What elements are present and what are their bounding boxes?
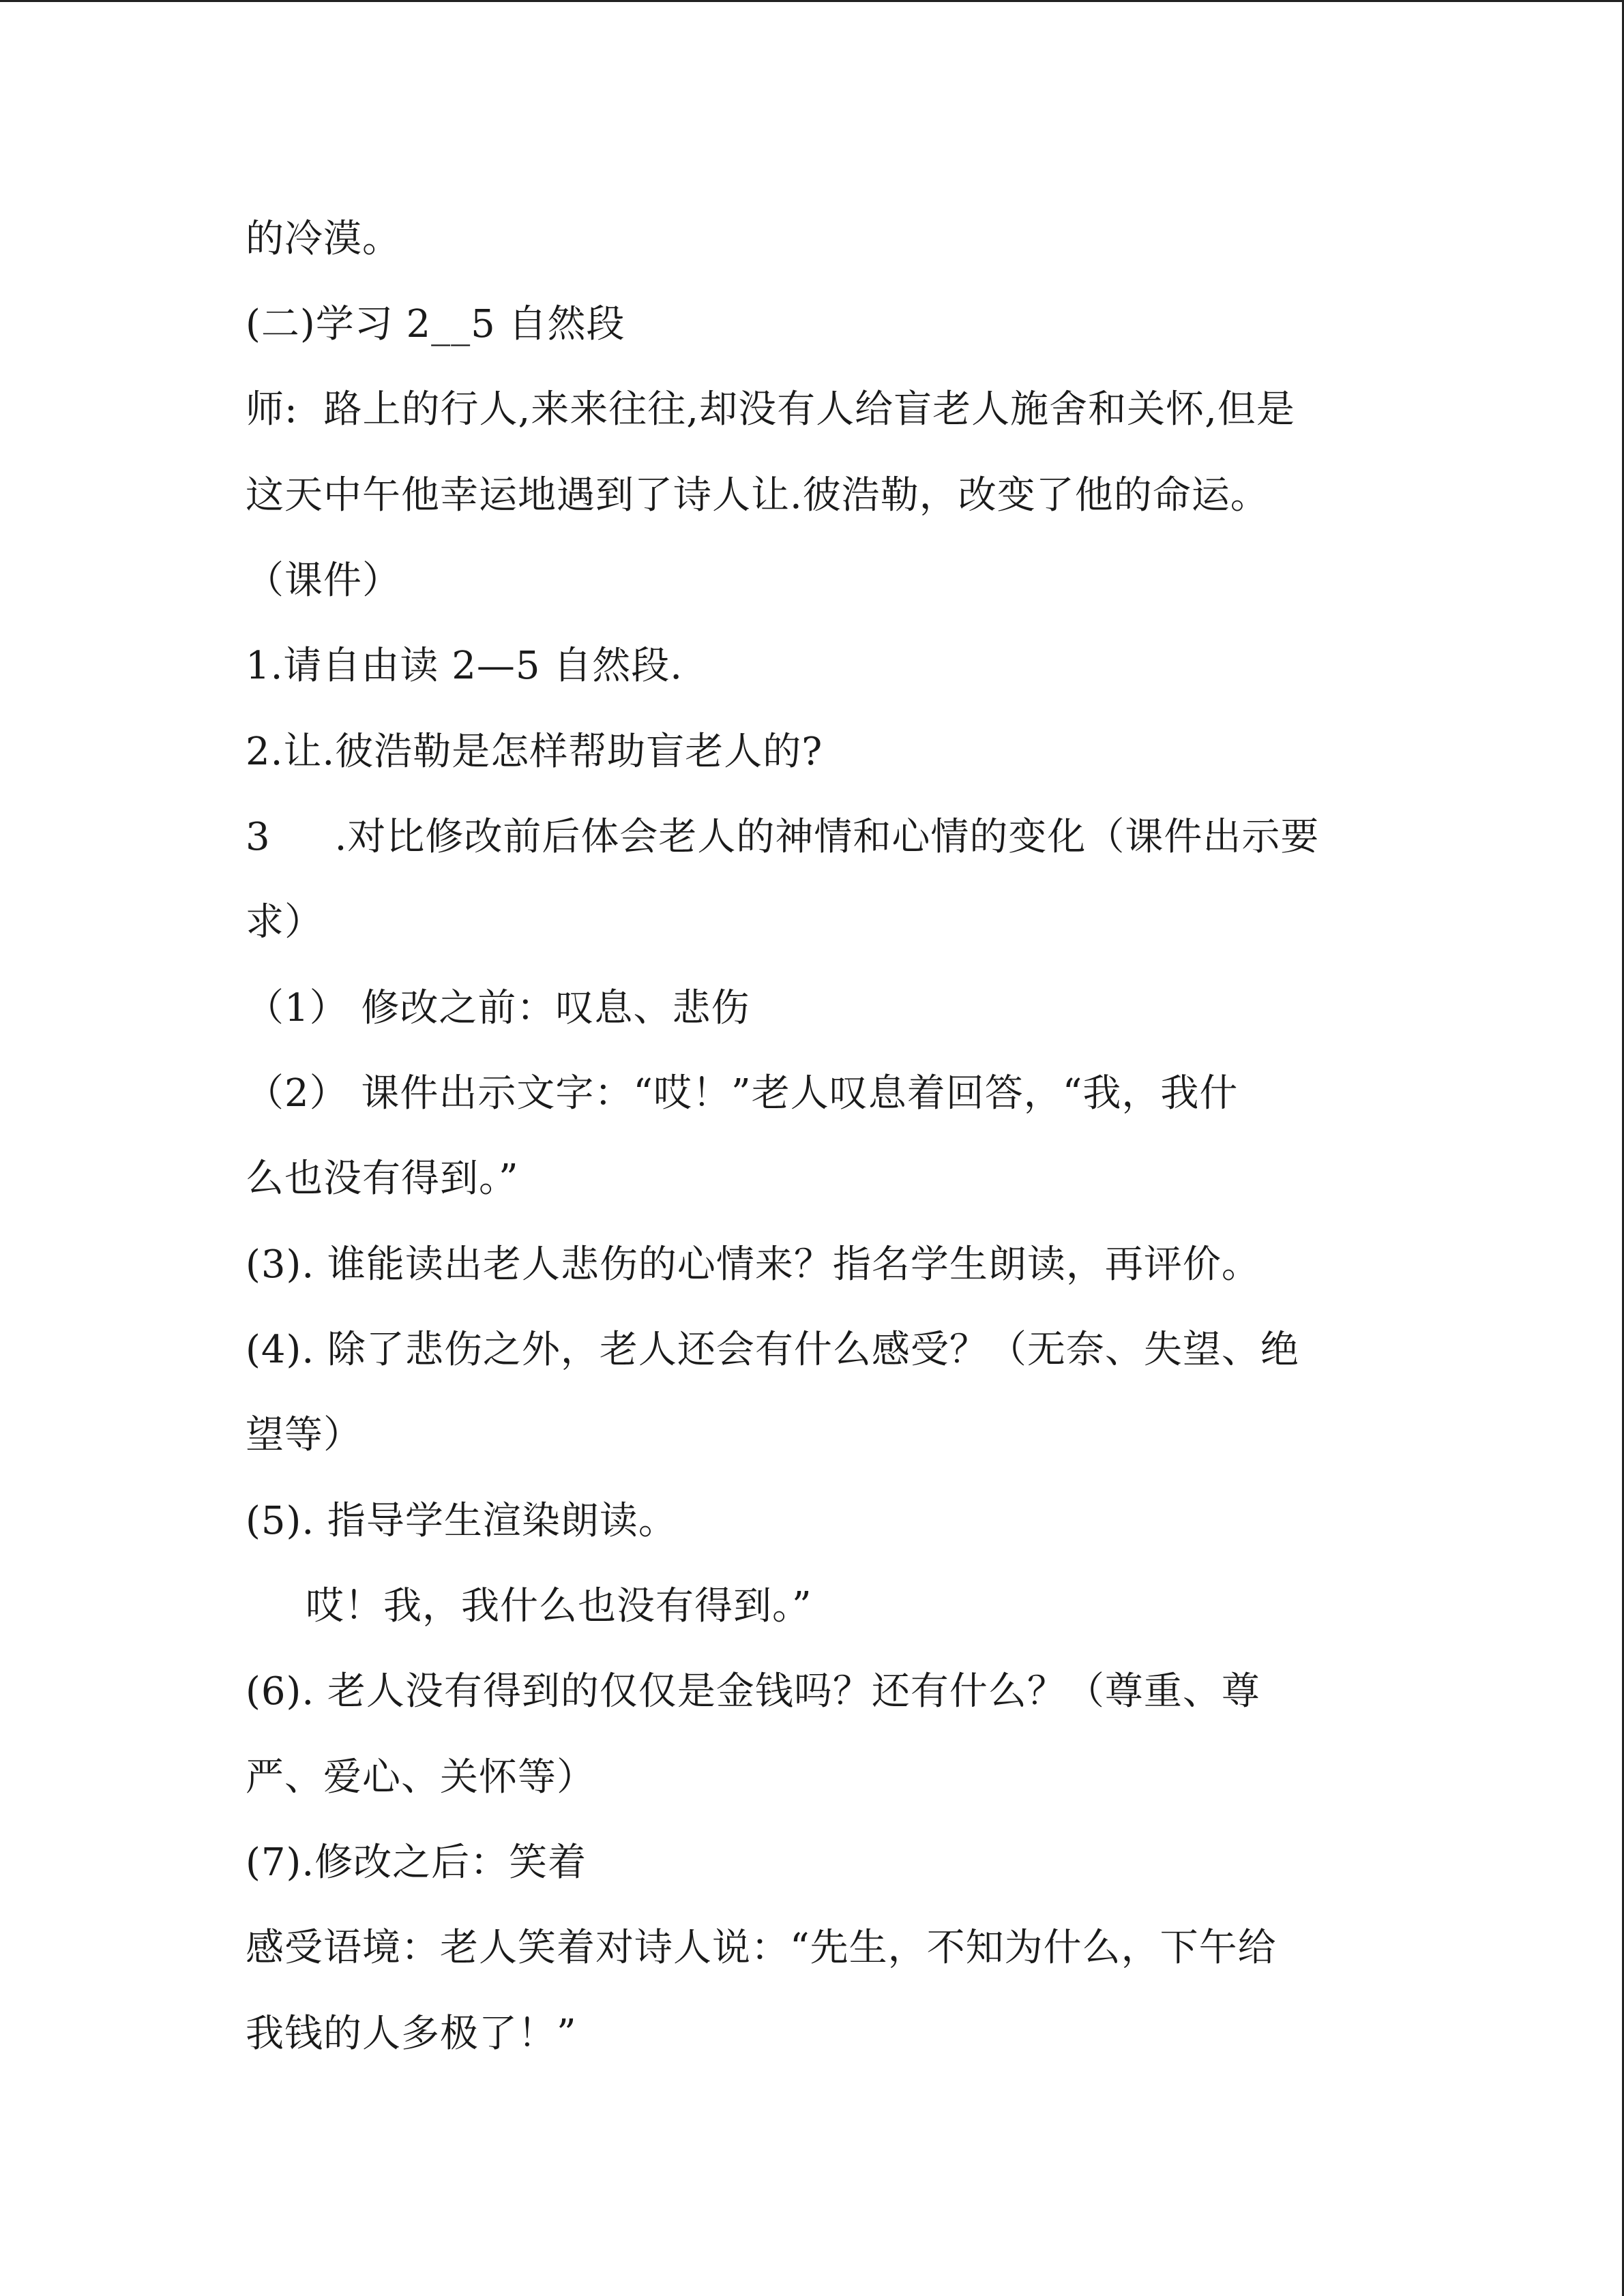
text-line: 哎！我，我什么也没有得到。”: [306, 1584, 812, 1628]
text-line: 感受语境：老人笑着对诗人说：“先生，不知为什么，下午给: [246, 1926, 1277, 1970]
text-line: 求）: [246, 900, 323, 944]
text-line: 的冷漠。: [246, 217, 401, 261]
text-line: (二)学习 2__5 自然段: [246, 302, 625, 346]
text-line: (3). 谁能读出老人悲伤的心情来？指名学生朗读，再评价。: [246, 1242, 1260, 1287]
text-line: 么也没有得到。”: [246, 1157, 519, 1201]
text-line: (5). 指导学生渲染朗读。: [246, 1499, 677, 1543]
text-line: （课件）: [246, 558, 401, 603]
text-line: 3 .对比修改前后体会老人的神情和心情的变化（课件出示要: [246, 815, 1320, 859]
text-line: 这天中午他幸运地遇到了诗人让.彼浩勒，改变了他的命运。: [246, 473, 1269, 518]
text-line: 2.让.彼浩勒是怎样帮助盲老人的?: [246, 730, 823, 774]
text-line: （2） 课件出示文字：“哎！”老人叹息着回答，“我，我什: [246, 1071, 1239, 1116]
text-line: 师: 路上的行人,来来往往,却没有人给盲老人施舍和关怀,但是: [246, 387, 1295, 432]
text-line: (6). 老人没有得到的仅仅是金钱吗？还有什么？（尊重、尊: [246, 1669, 1260, 1714]
text-line: 严、爱心、关怀等）: [246, 1755, 595, 1800]
text-line: (4). 除了悲伤之外，老人还会有什么感受？（无奈、失望、绝: [246, 1328, 1299, 1372]
text-line: (7).修改之后：笑着: [246, 1840, 587, 1885]
text-line: 望等）: [246, 1413, 362, 1457]
text-line: （1） 修改之前：叹息、悲伤: [246, 986, 750, 1030]
text-line: 1.请自由读 2—5 自然段.: [246, 644, 683, 688]
text-line: 我钱的人多极了！”: [246, 2012, 577, 2056]
